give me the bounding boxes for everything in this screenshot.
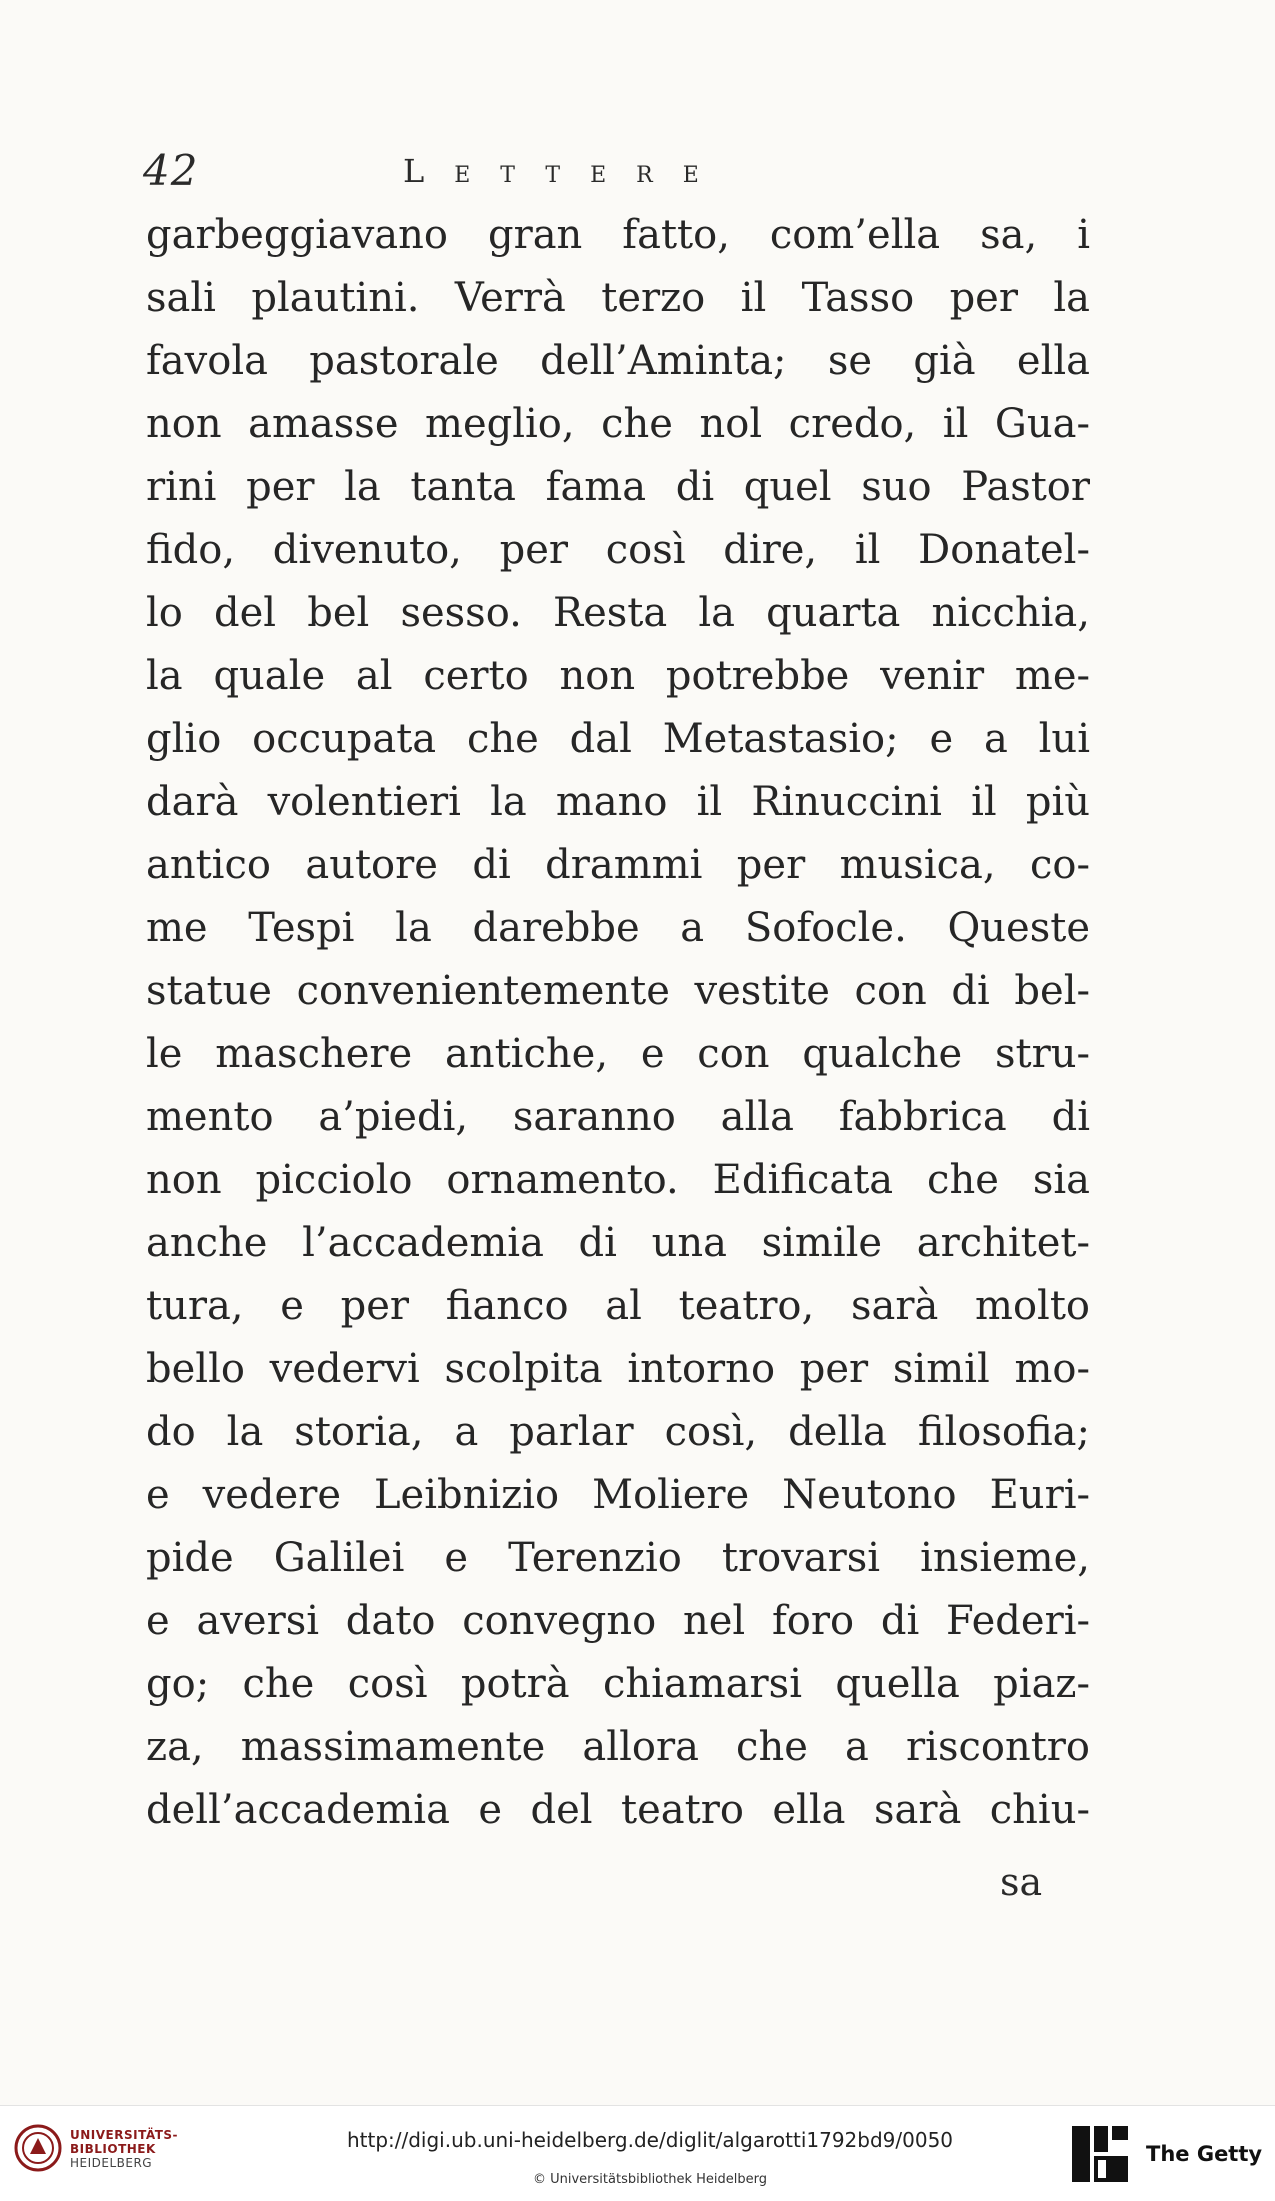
text-line: mento a’piedi, saranno alla fabbrica di [146, 1094, 1090, 1140]
running-title: Lettere [403, 152, 729, 190]
text-line: la quale al certo non potrebbe venir me- [146, 653, 1090, 699]
page-header [143, 146, 1093, 198]
heidelberg-seal-icon [14, 2124, 62, 2172]
getty-logo-icon [1070, 2124, 1130, 2184]
body-text [146, 204, 1090, 1842]
library-name-line2: BIBLIOTHEK [70, 2142, 156, 2156]
text-line: go; che così potrà chiamarsi quella piaz- [146, 1661, 1090, 1707]
text-line: bello vedervi scolpita intorno per simil mo- [146, 1346, 1090, 1392]
partner-name: The Getty [1146, 2142, 1263, 2166]
text-line: non picciolo ornamento. Edificata che sia [146, 1157, 1090, 1203]
text-line: me Tespi la darebbe a Sofocle. Queste [146, 905, 1090, 951]
page-number: 42 [143, 146, 199, 195]
text-line: glio occupata che dal Metastasio; e a lui [146, 716, 1090, 762]
text-line: garbeggiavano gran fatto, com’ella sa, i [146, 212, 1090, 258]
footer [0, 2105, 1275, 2201]
copyright-notice: © Universitätsbibliothek Heidelberg [532, 2172, 767, 2187]
library-name [70, 2128, 178, 2170]
library-name-line3: HEIDELBERG [70, 2156, 153, 2170]
text-line: statue convenientemente vestite con di bel- [146, 968, 1090, 1014]
permalink-url[interactable]: http://digi.ub.uni-heidelberg.de/diglit/algarotti1792bd9/0050 [346, 2128, 954, 2152]
text-line: darà volentieri la mano il Rinuccini il più [146, 779, 1090, 825]
catchword: sa [1000, 1860, 1043, 1904]
text-line: anche l’accademia di una simile architet- [146, 1220, 1090, 1266]
text-line: favola pastorale dell’Aminta; se già ella [146, 338, 1090, 384]
text-line: pide Galilei e Terenzio trovarsi insieme, [146, 1535, 1090, 1581]
text-line: sali plautini. Verrà terzo il Tasso per la [146, 275, 1090, 321]
text-line: antico autore di drammi per musica, co- [146, 842, 1090, 888]
text-line: le maschere antiche, e con qualche stru- [146, 1031, 1090, 1077]
text-line: do la storia, a parlar così, della filosofia; [146, 1409, 1090, 1455]
text-line: tura, e per fianco al teatro, sarà molto [146, 1283, 1090, 1329]
text-line: rini per la tanta fama di quel suo Pastor [146, 464, 1090, 510]
text-line: lo del bel sesso. Resta la quarta nicchia, [146, 590, 1090, 636]
text-line: dell’accademia e del teatro ella sarà chiu- [146, 1787, 1090, 1833]
text-line: e vedere Leibnizio Moliere Neutono Euri- [146, 1472, 1090, 1518]
text-line: za, massimamente allora che a riscontro [146, 1724, 1090, 1770]
library-name-line1: UNIVERSITÄTS- [70, 2128, 179, 2142]
text-line: fido, divenuto, per così dire, il Donatel- [146, 527, 1090, 573]
text-line: e aversi dato convegno nel foro di Federi- [146, 1598, 1090, 1644]
text-line: non amasse meglio, che nol credo, il Gua- [146, 401, 1090, 447]
